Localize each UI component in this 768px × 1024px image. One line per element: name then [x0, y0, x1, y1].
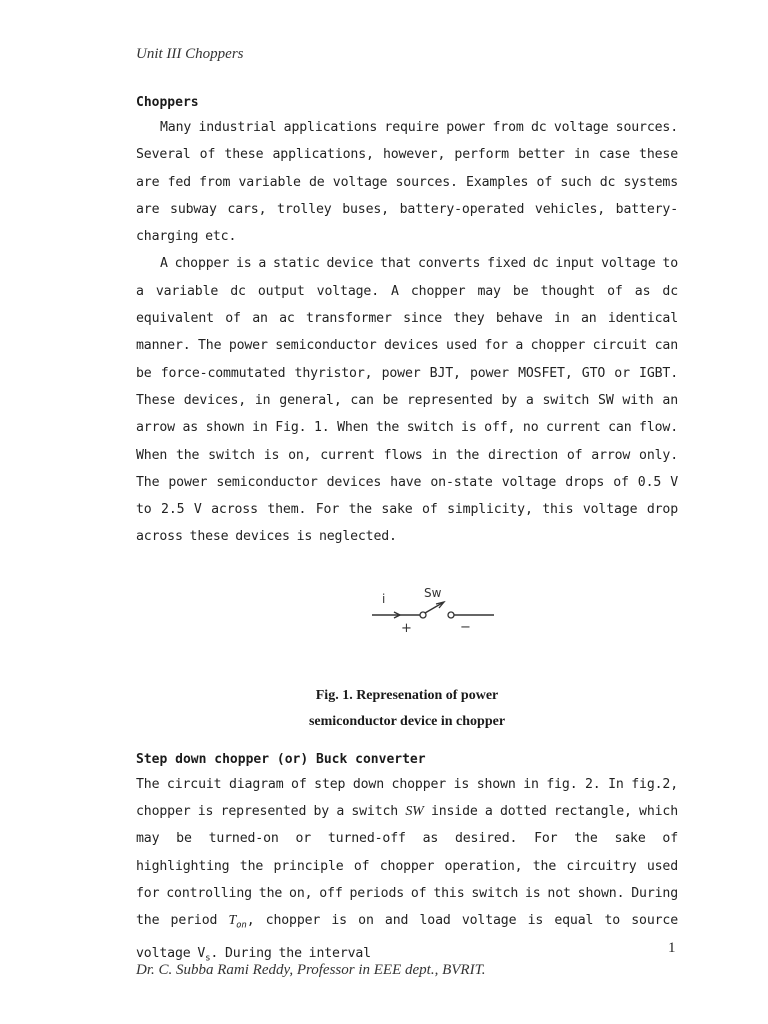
figure-switch-symbol [136, 585, 678, 683]
paragraph-buck-description: The circuit diagram of step down chopper is shown in fig. 2. In fig.2, chopper is represented by a switch SW inside a dotted rectangle, which may be turned-on or turned-off as desired. For the sake of highlighting the principle of chopper operation, the circuitry used for controlling the on, off periods of this switch is not shown. During the period $T_{on}$, chopper is on and load voltage is equal to source voltage $V_s$. During the interval [136, 776, 678, 964]
switch-symbol-text: SW [405, 804, 424, 820]
current-label: i [382, 591, 386, 606]
switch-right-terminal [448, 612, 454, 618]
page-body [136, 92, 678, 973]
caption-line-2: semiconductor device in chopper [308, 713, 506, 729]
switch-blade [425, 602, 444, 613]
paragraph-chopper-definition: A chopper is a static device that converts fixed dc input voltage to a variable dc output voltage. A chopper may be thought of as dc equivalent of an ac transformer since they behave in an identical manner. The power semiconductor devices used for a chopper circuit can be force-commutated thyristor, power BJT, power MOSFET, GTO or IGBT. These devices, in general, can be represented by a switch SW with an arrow as shown in Fig. 1. When the switch is off, no current can flow. When the switch is on, current flows in the direction of arrow only. The power semiconductor devices have on-state voltage drops of 0.5 V to 2.5 V across them. For the sake of simplicity, this voltage drop across these devices is neglected. [136, 256, 678, 545]
minus-label: − [460, 619, 471, 635]
t-on-symbol: T [228, 913, 237, 929]
running-header: Unit III Choppers [136, 46, 244, 62]
switch-label: Sw [424, 585, 442, 600]
section-heading-choppers: Choppers [136, 95, 199, 110]
caption-line-1: Fig. 1. Represenation of power [315, 687, 499, 703]
figure-caption [136, 683, 678, 735]
section-heading-buck: Step down chopper (or) Buck converter [136, 751, 426, 767]
page-number: 1 [668, 940, 676, 956]
plus-label: + [401, 620, 412, 636]
running-footer: Dr. C. Subba Rami Reddy, Professor in EEE dept., BVRIT. [136, 962, 486, 978]
switch-symbol-diagram [368, 579, 508, 649]
paragraph-intro: Many industrial applications require power from dc voltage sources. Several of these applications, however, perform better in case these are fed from variable de voltage sources. Examples of such dc systems are subway cars, trolley buses, battery-operated vehicles, battery-charging etc. [136, 120, 678, 245]
